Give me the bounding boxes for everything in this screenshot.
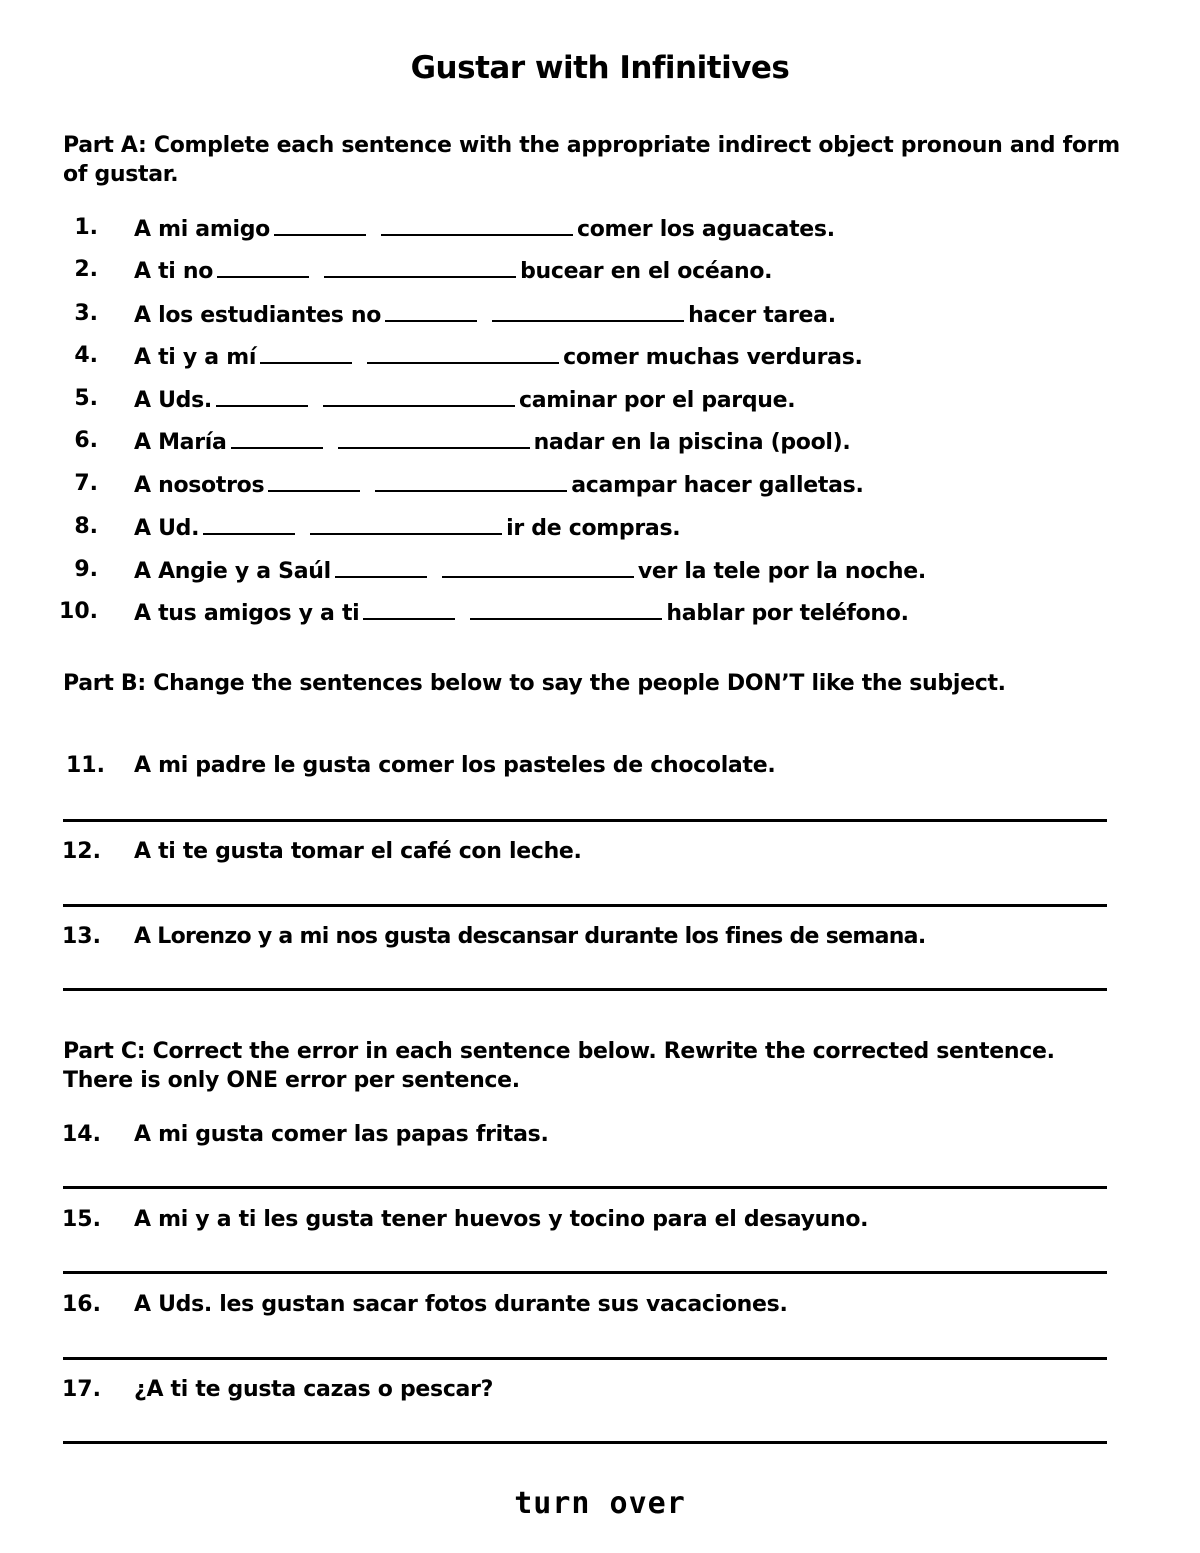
pronoun-blank[interactable] (274, 214, 366, 236)
fill-in-sentence (134, 470, 864, 500)
sentence-start: A nosotros (134, 473, 265, 498)
sentence-end: comer muchas verduras. (563, 345, 863, 370)
sentence-start: A María (134, 430, 227, 455)
question-number: 2. (74, 257, 98, 282)
pronoun-blank[interactable] (231, 427, 323, 449)
verb-blank[interactable] (492, 300, 684, 322)
sentence-end: hacer tarea. (688, 303, 836, 328)
sentence-to-change: A Lorenzo y a mi nos gusta descansar durante los fines de semana. (134, 924, 926, 949)
sentence-to-change: A ti te gusta tomar el café con leche. (134, 839, 582, 864)
question-number: 17. (62, 1377, 101, 1402)
question-number: 3. (74, 301, 98, 326)
part-c-instructions: Part C: Correct the error in each sentence below. Rewrite the corrected sentence. There is only ONE error per sentence. (63, 1039, 1055, 1093)
sentence-end: acampar hacer galletas. (571, 473, 864, 498)
answer-line[interactable] (63, 1186, 1107, 1189)
sentence-to-correct: A mi gusta comer las papas fritas. (134, 1122, 549, 1147)
question-number: 8. (74, 514, 98, 539)
fill-in-sentence (134, 214, 835, 244)
turn-over-footer: turn over (514, 1486, 686, 1521)
page-title: Gustar with Infinitives (410, 50, 790, 86)
fill-in-sentence (134, 300, 836, 330)
sentence-end: bucear en el océano. (520, 259, 773, 284)
fill-in-sentence (134, 598, 909, 628)
sentence-end: hablar por teléfono. (666, 601, 909, 626)
fill-in-sentence (134, 513, 680, 543)
sentence-end: ir de compras. (506, 516, 681, 541)
pronoun-blank[interactable] (216, 385, 308, 407)
sentence-start: A ti y a mí (134, 345, 257, 370)
sentence-start: A ti no (134, 259, 214, 284)
verb-blank[interactable] (338, 427, 530, 449)
answer-line[interactable] (63, 904, 1107, 907)
sentence-end: comer los aguacates. (576, 217, 835, 242)
verb-blank[interactable] (442, 556, 634, 578)
question-number: 6. (74, 428, 98, 453)
answer-line[interactable] (63, 988, 1107, 991)
sentence-to-correct: ¿A ti te gusta cazas o pescar? (134, 1377, 494, 1402)
sentence-start: A Uds. (134, 388, 212, 413)
verb-blank[interactable] (310, 513, 502, 535)
verb-blank[interactable] (375, 470, 567, 492)
question-number: 15. (62, 1207, 101, 1232)
answer-line[interactable] (63, 1441, 1107, 1444)
fill-in-sentence (134, 256, 772, 286)
answer-line[interactable] (63, 1357, 1107, 1360)
pronoun-blank[interactable] (217, 256, 309, 278)
fill-in-sentence (134, 556, 926, 586)
verb-blank[interactable] (323, 385, 515, 407)
verb-blank[interactable] (470, 598, 662, 620)
sentence-start: A mi amigo (134, 217, 270, 242)
question-number: 7. (74, 471, 98, 496)
pronoun-blank[interactable] (385, 300, 477, 322)
pronoun-blank[interactable] (260, 342, 352, 364)
sentence-to-correct: A mi y a ti les gusta tener huevos y tocino para el desayuno. (134, 1207, 869, 1232)
sentence-end: nadar en la piscina (pool). (533, 430, 851, 455)
fill-in-sentence (134, 385, 795, 415)
question-number: 4. (74, 343, 98, 368)
sentence-start: A Angie y a Saúl (134, 559, 331, 584)
sentence-end: caminar por el parque. (518, 388, 796, 413)
verb-blank[interactable] (381, 214, 573, 236)
question-number: 1. (74, 215, 98, 240)
sentence-to-correct: A Uds. les gustan sacar fotos durante sus vacaciones. (134, 1292, 788, 1317)
question-number: 16. (62, 1292, 101, 1317)
pronoun-blank[interactable] (268, 470, 360, 492)
sentence-start: A tus amigos y a ti (134, 601, 360, 626)
verb-blank[interactable] (324, 256, 516, 278)
question-number: 10. (59, 599, 98, 624)
question-number: 11. (66, 753, 105, 778)
answer-line[interactable] (63, 1271, 1107, 1274)
question-number: 5. (74, 386, 98, 411)
question-number: 9. (74, 557, 98, 582)
question-number: 14. (62, 1122, 101, 1147)
sentence-start: A Ud. (134, 516, 200, 541)
part-a-instructions: Part A: Complete each sentence with the appropriate indirect object pronoun and form of gustar. (63, 133, 1120, 187)
fill-in-sentence (134, 427, 850, 457)
sentence-start: A los estudiantes no (134, 303, 382, 328)
question-number: 12. (62, 839, 101, 864)
answer-line[interactable] (63, 819, 1107, 822)
fill-in-sentence (134, 342, 863, 372)
pronoun-blank[interactable] (203, 513, 295, 535)
sentence-end: ver la tele por la noche. (637, 559, 926, 584)
pronoun-blank[interactable] (335, 556, 427, 578)
verb-blank[interactable] (367, 342, 559, 364)
sentence-to-change: A mi padre le gusta comer los pasteles de chocolate. (134, 753, 776, 778)
pronoun-blank[interactable] (363, 598, 455, 620)
part-b-instructions: Part B: Change the sentences below to say the people DON’T like the subject. (63, 671, 1006, 696)
question-number: 13. (62, 924, 101, 949)
